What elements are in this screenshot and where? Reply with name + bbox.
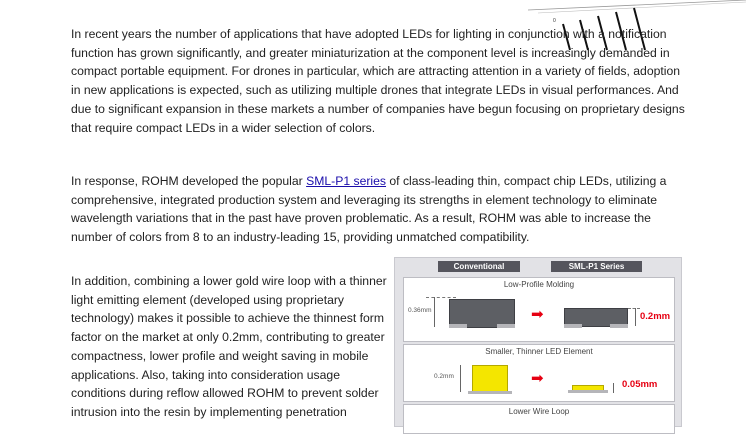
response-paragraph-lead: In response, ROHM developed the popular [71,174,307,188]
panel-title: Lower Wire Loop [508,407,570,416]
svg-text:0: 0 [553,18,556,24]
element-base [468,391,512,394]
comparison-figure [394,257,682,427]
sml-p1-height-label: 0.2mm [640,311,671,322]
arrow-icon: ➡ [531,306,544,323]
arrow-icon: ➡ [531,370,544,387]
response-paragraph [71,172,686,247]
chip-pad [610,324,628,328]
panel-title: Low-Profile Molding [503,280,575,289]
chip-pad [449,324,467,328]
response-paragraph-rest: of class-leading thin, compact chip LEDs, utilizing a comprehensive, integrated production system and leveraging its strengths in element technology to eliminate wavelength variations that in the past have proven problematic. As a result, ROHM was able to increase the number of colors from 8 to an industry-leading 15, providing unmatched compatibility. [71,174,667,245]
dim-guide [434,297,435,327]
features-paragraph: In addition, combining a lower gold wire loop with a thinner light emitting element (developed using proprietary technology) makes it possible to achieve the thinnest form factor on the market at only 0.2mm, contributing to greater compactness, lower profile and weight saving in mobile applications. Also, taking into consideration usage conditions during reflow allowed ROHM to prevent solder intrusion into the resin by implementing penetration [71,274,387,419]
dim-guide [426,297,456,298]
sml-p1-series-header: SML-P1 Series [551,261,642,272]
sml-p1-series-link[interactable]: SML-P1 series [306,174,387,188]
element-base [568,390,608,393]
dim-guide [460,365,461,392]
panel-title: Smaller, Thinner LED Element [485,347,593,356]
chip-pad [564,324,582,328]
conventional-header: Conventional [438,261,520,272]
chip-pad [497,324,515,328]
lower-wire-loop-panel [403,404,675,434]
dim-guide [635,308,636,326]
intro-paragraph: In recent years the number of applications that have adopted LEDs for lighting in conjunction with a notification function has grown significantly, and greater miniaturization at the component level is increasingly demanded in compact portable equipment. For drones in particular, which are attracting attention in a variety of fields, adoption in new applications is expected, such as utilizing multiple drones that integrate LEDs in visual performances. And due to significant expansion in these markets a number of companies have begun focusing on proprietary designs that require compact LEDs in a wider selection of colors. [71,27,685,135]
conventional-element-height-label: 0.2mm [434,373,454,380]
conventional-led-element [472,365,508,393]
thinner-led-element-panel [403,344,675,402]
dim-guide [628,308,640,309]
sml-p1-element-height-label: 0.05mm [622,379,658,390]
dim-guide [613,383,614,393]
conventional-height-label: 0.36mm [408,307,432,314]
low-profile-molding-panel [403,277,675,342]
